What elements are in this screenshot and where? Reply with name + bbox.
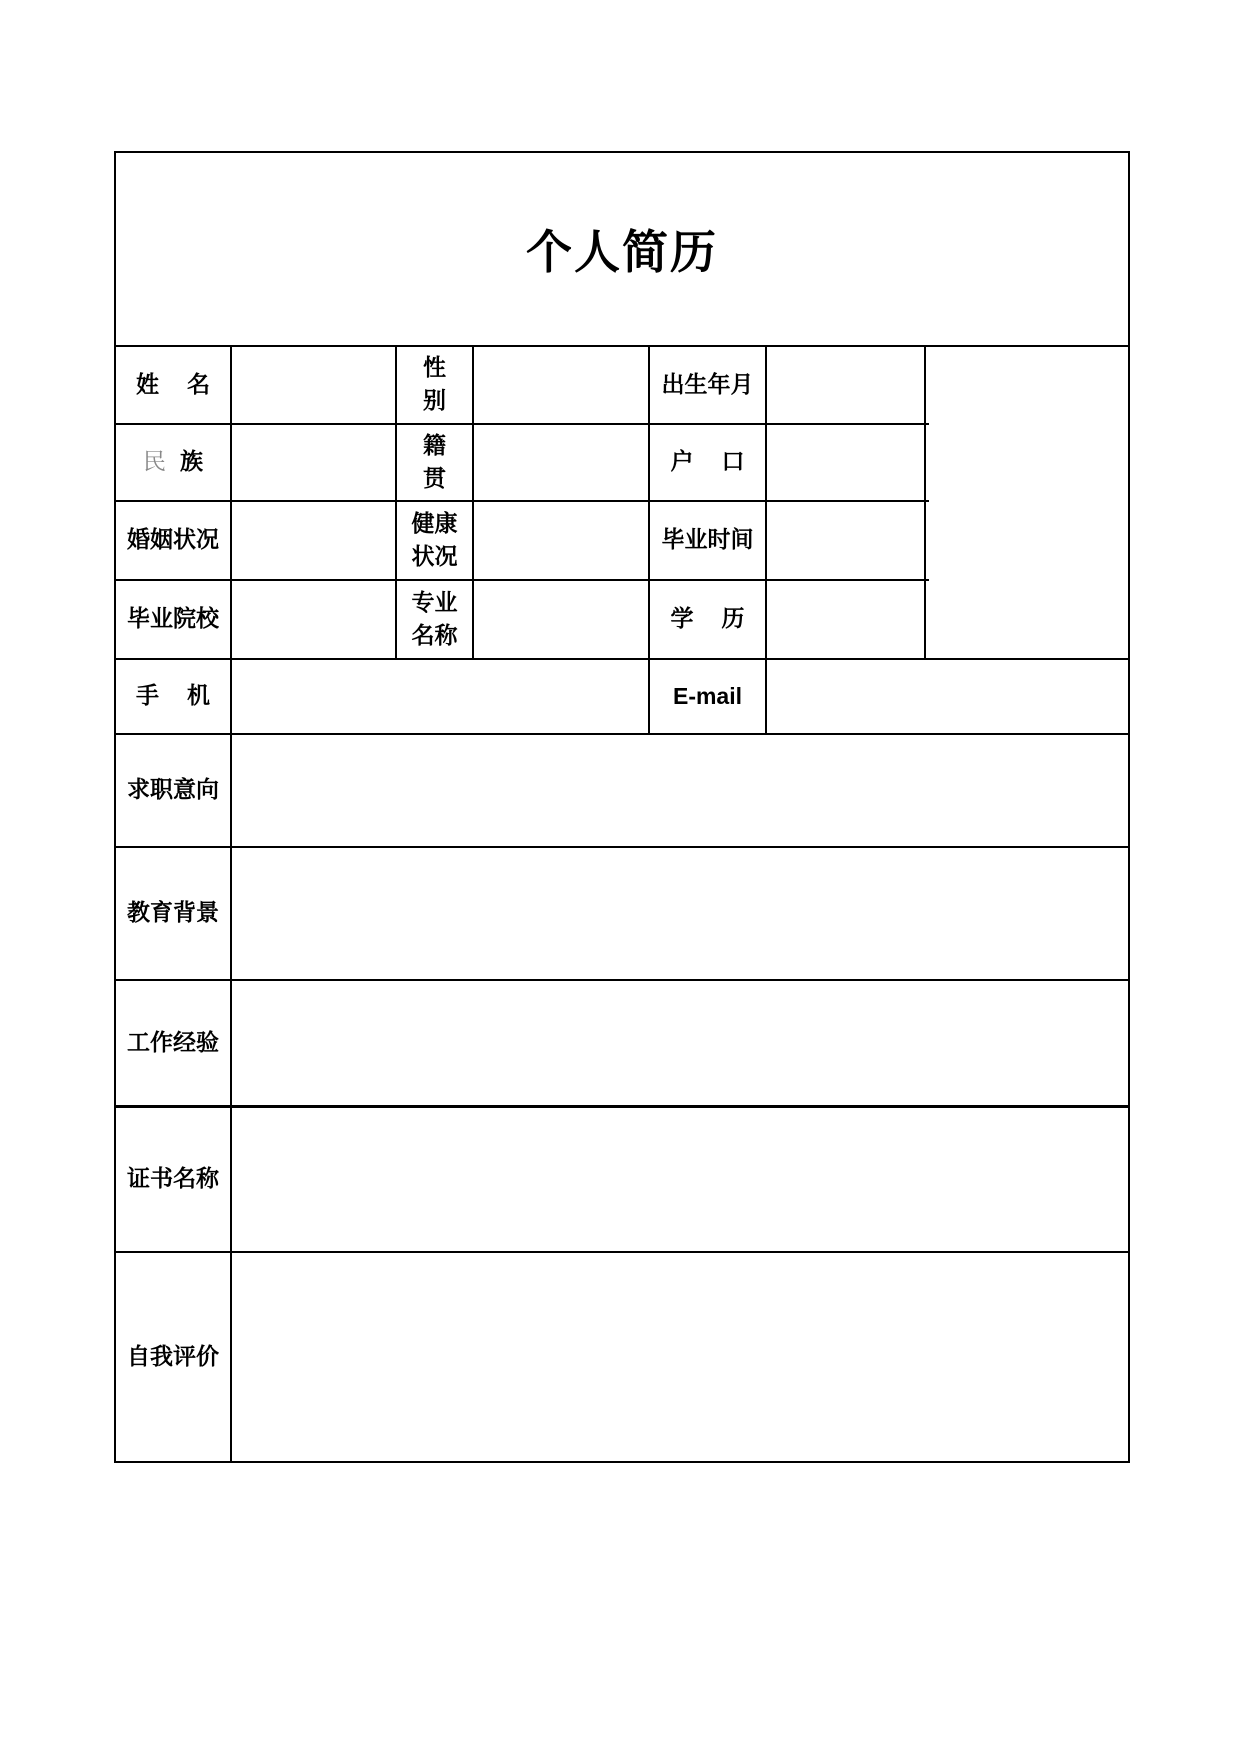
- label-email: E-mail: [672, 683, 743, 709]
- label-certificates: 证书名称: [127, 1166, 219, 1192]
- label-major-line1: 专业: [411, 589, 458, 616]
- label-phone: 手 机: [135, 683, 220, 709]
- degree-field[interactable]: [767, 581, 924, 658]
- label-ethnicity: [116, 425, 230, 500]
- label-name: 姓 名: [135, 371, 220, 398]
- photo-area[interactable]: [926, 347, 1128, 658]
- label-ethnicity-part2: 族: [180, 449, 203, 475]
- page-title: 个人简历: [116, 153, 1128, 347]
- label-hukou: 户 口: [670, 449, 755, 475]
- school-field[interactable]: [232, 581, 395, 658]
- education-field[interactable]: [232, 848, 1128, 979]
- native-place-field[interactable]: [474, 425, 648, 500]
- phone-field[interactable]: [232, 660, 648, 733]
- gender-field[interactable]: [474, 347, 648, 423]
- label-health: [397, 502, 472, 579]
- label-ethnicity-part1: 民: [143, 449, 166, 475]
- name-field[interactable]: [232, 347, 395, 423]
- label-major: [397, 581, 472, 658]
- ethnicity-field[interactable]: [232, 425, 395, 500]
- major-field[interactable]: [474, 581, 648, 658]
- work-experience-field[interactable]: [232, 981, 1128, 1105]
- email-field[interactable]: [767, 660, 1128, 733]
- label-self-evaluation: 自我评价: [127, 1343, 219, 1370]
- label-birth: 出生年月: [661, 371, 754, 398]
- label-gender: 性 别: [423, 355, 456, 414]
- label-work-experience: 工作经验: [127, 1029, 219, 1056]
- birth-field[interactable]: [767, 347, 924, 423]
- label-degree: 学 历: [670, 606, 755, 632]
- label-school: 毕业院校: [127, 606, 219, 632]
- label-major-line2: 名称: [411, 622, 458, 649]
- health-field[interactable]: [474, 502, 648, 579]
- label-health-line2: 状况: [411, 543, 458, 570]
- job-objective-field[interactable]: [232, 735, 1128, 846]
- self-evaluation-field[interactable]: [232, 1253, 1128, 1461]
- label-native-place: 籍 贯: [423, 432, 456, 492]
- certificates-field[interactable]: [232, 1108, 1128, 1251]
- label-education: 教育背景: [127, 900, 219, 926]
- label-health-line1: 健康: [411, 510, 458, 537]
- marital-status-field[interactable]: [232, 502, 395, 579]
- label-job-objective: 求职意向: [127, 777, 219, 803]
- label-graduation-time: 毕业时间: [661, 527, 754, 553]
- hukou-field[interactable]: [767, 425, 924, 500]
- label-marital-status: 婚姻状况: [127, 527, 219, 553]
- resume-form: [114, 151, 1130, 1463]
- graduation-time-field[interactable]: [767, 502, 924, 579]
